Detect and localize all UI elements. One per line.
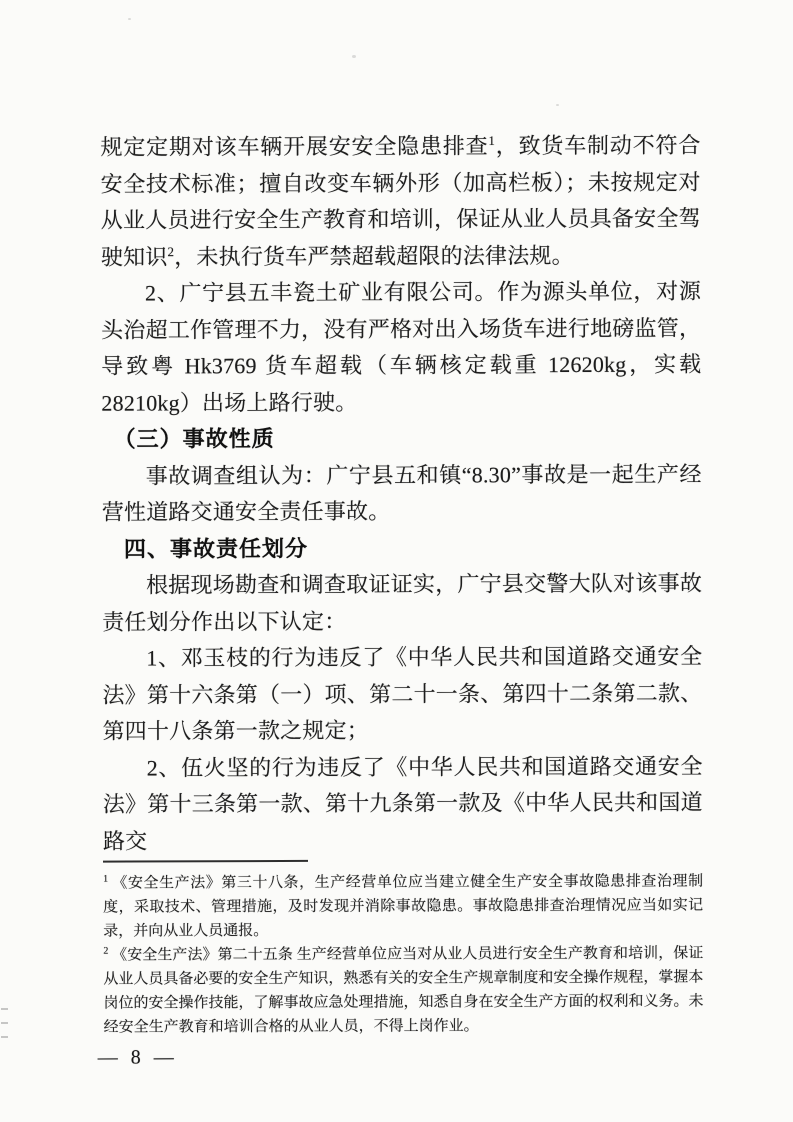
page-number: — 8 —	[97, 1046, 178, 1069]
paragraph-text: ，致货车制动不符合安全技术标准；擅自改变车辆外形（加高栏板）；未按规定对从业人员进行安全生产教育和培训，保证从业人员具备安全驾驶知识	[100, 132, 701, 270]
footnote-reference-2: 2	[167, 243, 175, 259]
paragraph-text: ，未执行货车严禁超载超限的法律法规。	[174, 242, 574, 269]
footnote-1-text: 《安全生产法》第三十八条，生产经营单位应当建立健全生产安全事故隐患排查治理制度，采取技术、管理措施，及时发现并消除事故隐患。事故隐患排查治理情况应当如实记录，并向从业人员通报。	[103, 873, 704, 940]
scan-speck	[268, 176, 271, 179]
paragraph-finding-1: 1、邓玉枝的行为违反了《中华人民共和国道路交通安全法》第十六条第（一）项、第二十一条、第四十二条第二款、第四十八条第一款之规定；	[102, 643, 703, 744]
footnote-separator	[103, 860, 308, 863]
paragraph-responsibility-intro: 根据现场勘查和调查取证证实，广宁县交警大队对该事故责任划分作出以下认定：	[102, 570, 703, 635]
scan-speck	[556, 104, 559, 106]
paragraph-item-2-source-company: 2、广宁县五丰瓷土矿业有限公司。作为源头单位，对源头治超工作管理不力，没有严格对出入场货车进行地磅监管，导致粤 Hk3769 货车超载（车辆核定载重 12620kg，实载 28210kg）出场上路行驶。	[101, 278, 702, 416]
section-heading-accident-nature: （三）事故性质	[113, 426, 275, 452]
paragraph-finding-2: 2、伍火坚的行为违反了《中华人民共和国道路交通安全法》第十三条第一款、第十九条第一款及《中华人民共和国道路交	[102, 753, 703, 854]
footnote-reference-1: 1	[488, 132, 496, 148]
scan-speck	[128, 18, 131, 20]
paragraph-accident-nature: 事故调查组认为：广宁县五和镇“8.30”事故是一起生产经营性道路交通安全责任事故。	[101, 461, 702, 525]
scan-edge-mark	[1, 1022, 8, 1024]
footnote-1	[103, 870, 703, 944]
paragraph-continuation	[100, 128, 701, 276]
footnote-1-marker: 1	[103, 873, 109, 885]
footnote-2-marker: 2	[103, 945, 109, 957]
footnote-2-text: 《安全生产法》第二十五条 生产经营单位应当对从业人员进行安全生产教育和培训，保证从业人员具备必要的安全生产知识，熟悉有关的安全生产规章制度和安全操作规程，掌握本岗位的安全操作技能，了解事故应急处理措施，知悉自身在安全生产方面的权利和义务。未经安全生产教育和培训合格的从业人员，不得上岗作业。	[103, 945, 704, 1036]
scan-edge-mark	[1, 1008, 8, 1010]
footnote-2	[103, 942, 703, 1040]
scan-speck	[352, 55, 356, 58]
scan-edge-mark	[1, 1036, 8, 1038]
section-heading-responsibility-division: 四、事故责任划分	[123, 535, 308, 562]
paragraph-text: 规定定期对该车辆开展安安全隐患排查	[100, 133, 489, 160]
